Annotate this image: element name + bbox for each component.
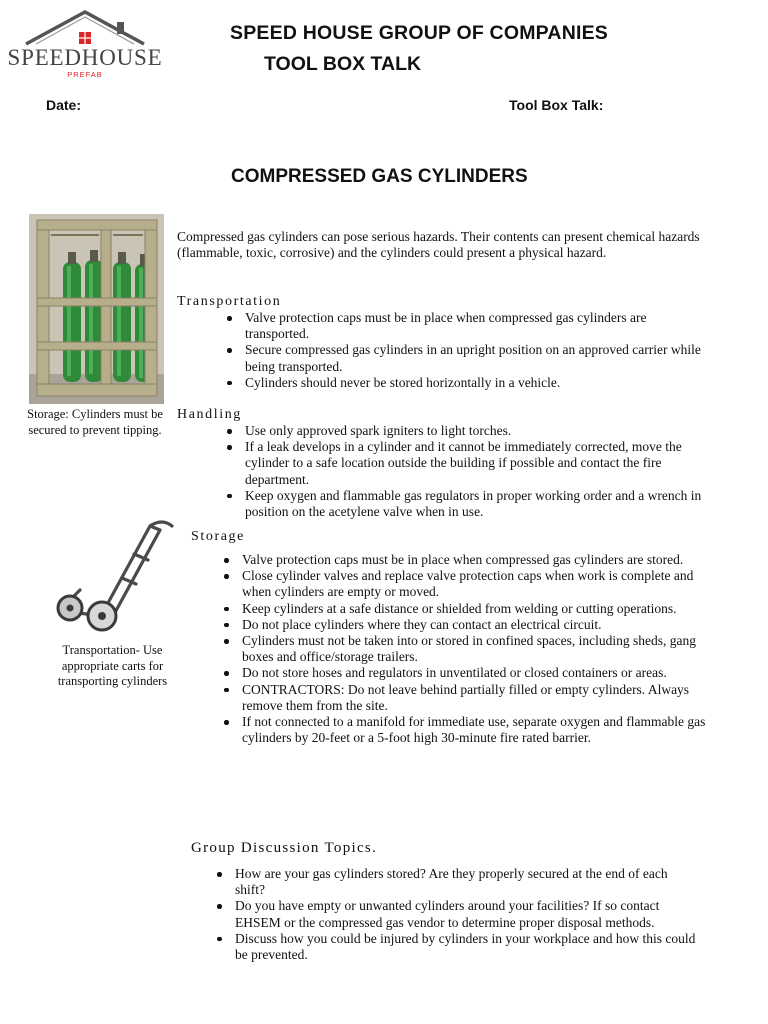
storage-photo-caption: Storage: Cylinders must be secured to prevent tipping. bbox=[27, 407, 163, 437]
list-item: How are your gas cylinders stored? Are they properly secured at the end of each shift? bbox=[215, 866, 700, 898]
section-heading-handling: Handling bbox=[177, 407, 242, 422]
cart-image-caption: Transportation- Use appropriate carts for transporting cylinders bbox=[57, 643, 168, 688]
list-item: Discuss how you could be injured by cylinders in your workplace and how this could be prevented. bbox=[215, 931, 700, 963]
list-item: Cylinders must not be taken into or stored in confined spaces, including sheds, gang boxes and office/storage trailers. bbox=[222, 633, 710, 665]
list-item: Use only approved spark igniters to light torches. bbox=[225, 423, 710, 439]
list-item: If not connected to a manifold for immediate use, separate oxygen and flammable gas cylinders by 20-feet or a 5-foot high 30-minute fire rated barrier. bbox=[222, 714, 710, 746]
list-item: If a leak develops in a cylinder and it cannot be immediately corrected, move the cylinder to a safe location outside the building if possible and contact the fire department. bbox=[225, 439, 710, 488]
tool-box-talk-label: Tool Box Talk: bbox=[509, 97, 604, 113]
company-name: SPEED HOUSE GROUP OF COMPANIES bbox=[230, 22, 609, 44]
list-item: Do not place cylinders where they can contact an electrical circuit. bbox=[222, 617, 710, 633]
discussion-list bbox=[215, 866, 700, 963]
list-item: Valve protection caps must be in place when compressed gas cylinders are stored. bbox=[222, 552, 710, 568]
list-item: Keep oxygen and flammable gas regulators in proper working order and a wrench in position on the acetylene valve when in use. bbox=[225, 488, 710, 520]
list-item: Valve protection caps must be in place when compressed gas cylinders are transported. bbox=[225, 310, 710, 342]
date-label: Date: bbox=[46, 97, 82, 113]
section-heading-storage: Storage bbox=[191, 529, 245, 544]
document-title: COMPRESSED GAS CYLINDERS bbox=[231, 166, 528, 187]
list-item: CONTRACTORS: Do not leave behind partially filled or empty cylinders. Always remove them from the site. bbox=[222, 682, 710, 714]
list-item: Do you have empty or unwanted cylinders around your facilities? If so contact EHSEM or the compressed gas vendor to determine proper disposal methods. bbox=[215, 898, 700, 930]
gas-cylinder-storage-rack-photo bbox=[29, 214, 164, 404]
intro-paragraph: Compressed gas cylinders can pose serious hazards. Their contents can present chemical hazards (flammable, toxic, corrosive) and the cylinders could present a physical hazard. bbox=[177, 229, 700, 261]
section-heading-discussion: Group Discussion Topics. bbox=[191, 840, 378, 856]
storage-list bbox=[222, 552, 710, 746]
handling-list bbox=[225, 423, 710, 520]
logo-brand: SPEEDHOUSE bbox=[7, 45, 163, 70]
house-roof-icon bbox=[26, 12, 144, 44]
section-heading-transportation: Transportation bbox=[177, 294, 282, 309]
list-item: Do not store hoses and regulators in unventilated or closed containers or areas. bbox=[222, 665, 710, 681]
transportation-list bbox=[225, 310, 710, 391]
list-item: Keep cylinders at a safe distance or shielded from welding or cutting operations. bbox=[222, 601, 710, 617]
list-item: Close cylinder valves and replace valve protection caps when work is complete and when cylinders are empty or moved. bbox=[222, 568, 710, 600]
list-item: Secure compressed gas cylinders in an upright position on an approved carrier while being transported. bbox=[225, 342, 710, 374]
logo-sub: PREFAB bbox=[67, 70, 103, 79]
list-item: Cylinders should never be stored horizontally in a vehicle. bbox=[225, 375, 710, 391]
tool-box-talk-heading: TOOL BOX TALK bbox=[264, 53, 422, 75]
speedhouse-logo bbox=[6, 8, 164, 80]
cylinder-hand-truck-image bbox=[50, 518, 178, 640]
